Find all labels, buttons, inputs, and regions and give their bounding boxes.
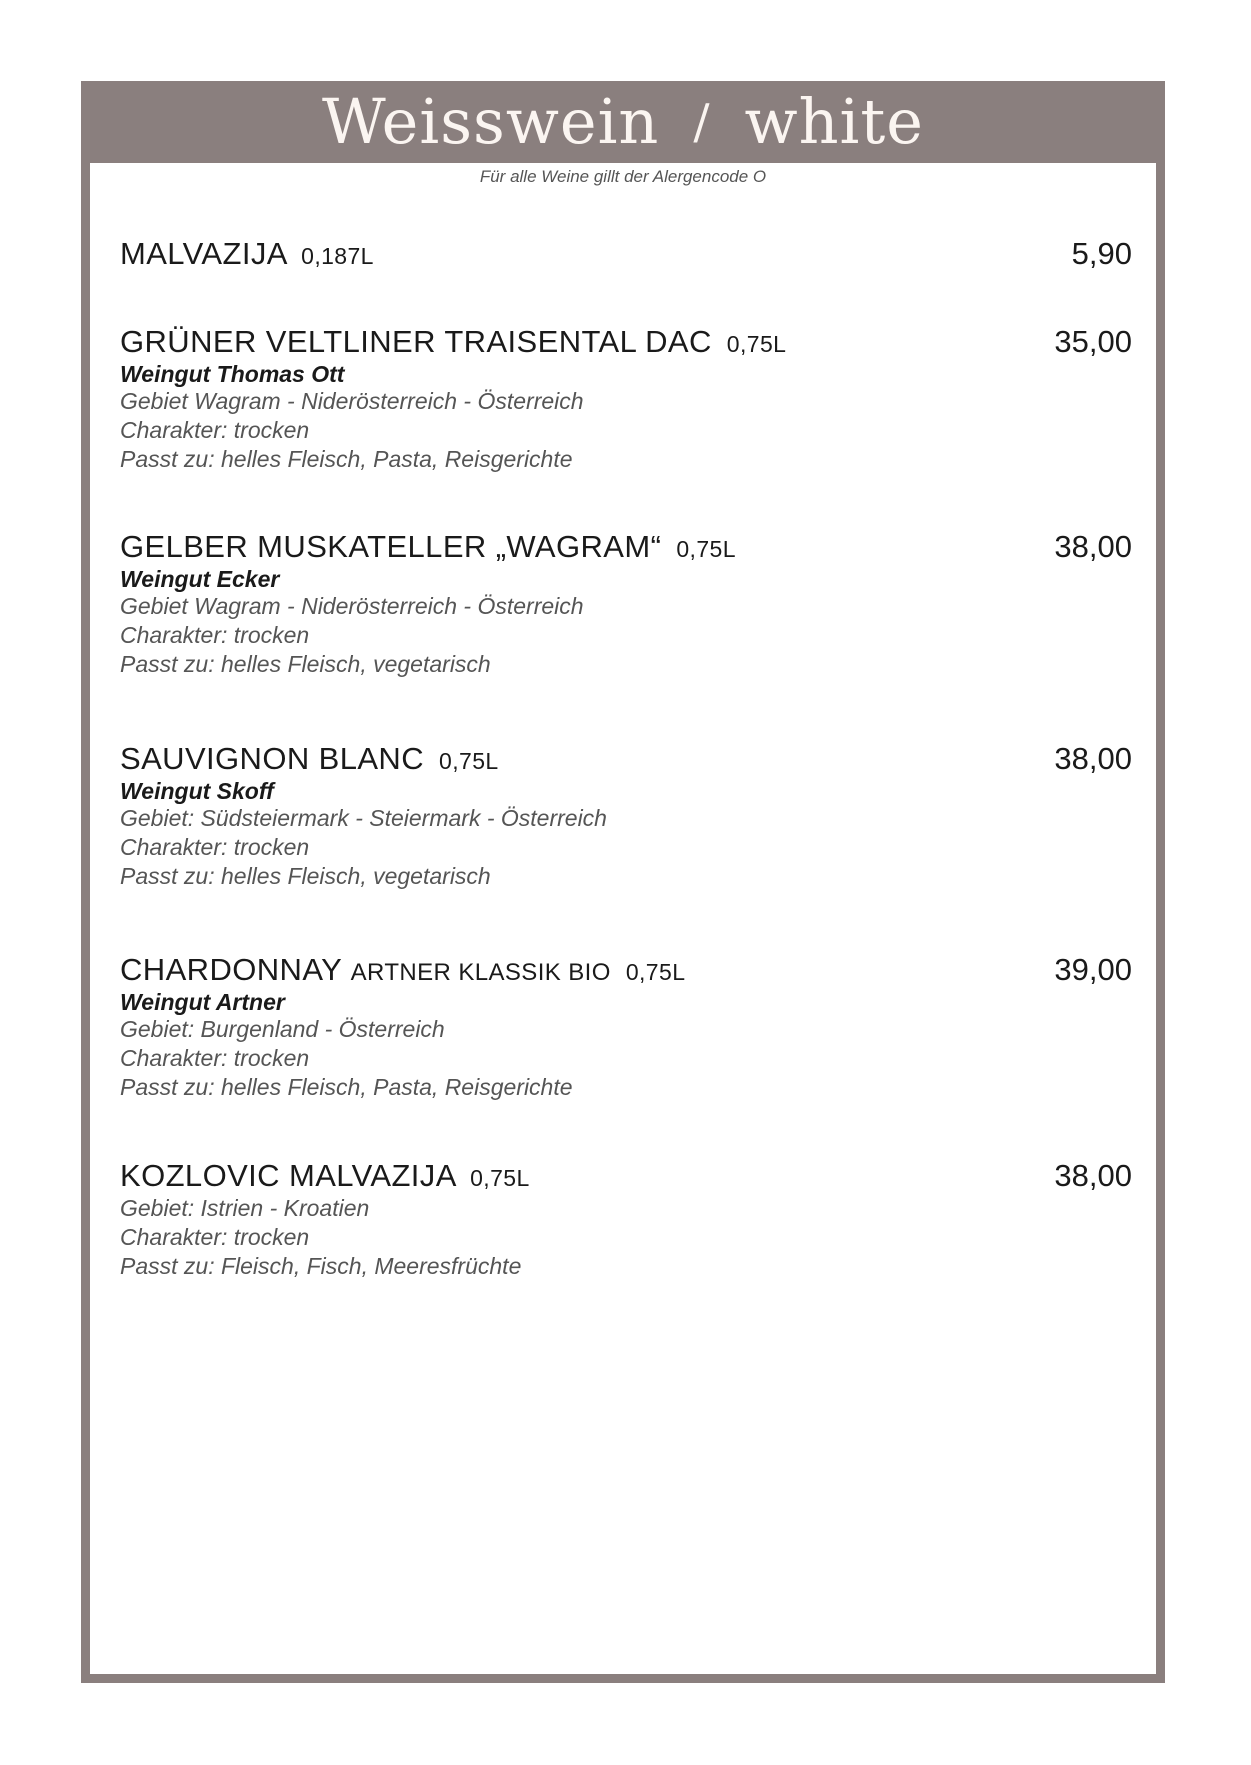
- title-right: white: [744, 85, 924, 158]
- wine-item-sauvignon-blanc: [120, 741, 1132, 891]
- wine-region: Gebiet Wagram - Niderösterreich - Österreich: [120, 388, 584, 414]
- wine-name: GELBER MUSKATELLER „WAGRAM“: [120, 529, 662, 564]
- wine-title: [120, 741, 499, 777]
- wine-item-kozlovic-malvazija: [120, 1158, 1132, 1281]
- wine-character: Charakter: trocken: [120, 1045, 310, 1071]
- wine-price: 38,00: [1054, 529, 1132, 564]
- wine-producer: Weingut Ecker: [120, 566, 280, 592]
- wine-volume: 0,75L: [726, 331, 787, 357]
- wine-character: Charakter: trocken: [120, 622, 310, 648]
- wine-name: CHARDONNAY: [120, 952, 342, 987]
- wine-character: Charakter: trocken: [120, 1224, 310, 1250]
- wine-name: SAUVIGNON BLANC: [120, 741, 425, 776]
- wine-title: [120, 1158, 530, 1194]
- wine-subname: ARTNER KLASSIK BIO: [350, 959, 611, 986]
- wine-producer: Weingut Skoff: [120, 778, 274, 804]
- wine-character: Charakter: trocken: [120, 417, 310, 443]
- wine-price: 38,00: [1054, 1158, 1132, 1193]
- allergen-note: Für alle Weine gillt der Alergencode O: [479, 167, 767, 186]
- wine-producer: Weingut Thomas Ott: [120, 361, 345, 387]
- wine-item-malvazija: [120, 236, 1132, 272]
- wine-character: Charakter: trocken: [120, 834, 310, 860]
- wine-volume: 0,75L: [470, 1165, 530, 1191]
- title-left: Weisswein: [322, 85, 660, 158]
- wine-volume: 0,75L: [625, 959, 686, 985]
- wine-price: 39,00: [1054, 952, 1132, 987]
- wine-region: Gebiet: Istrien - Kroatien: [120, 1195, 370, 1221]
- wine-price: 5,90: [1071, 236, 1132, 271]
- wine-pairing: Passt zu: helles Fleisch, vegetarisch: [120, 863, 491, 889]
- wine-volume: 0,187L: [301, 243, 374, 269]
- title-separator: /: [693, 94, 711, 150]
- wine-price: 38,00: [1054, 741, 1132, 776]
- wine-name: MALVAZIJA: [120, 236, 287, 271]
- wine-producer: Weingut Artner: [120, 989, 285, 1015]
- wine-region: Gebiet Wagram - Niderösterreich - Österreich: [120, 593, 584, 619]
- wine-price: 35,00: [1054, 324, 1132, 359]
- wine-name: KOZLOVIC MALVAZIJA: [120, 1158, 456, 1193]
- wine-title: [120, 529, 736, 565]
- wine-item-chardonnay: [120, 952, 1132, 1102]
- wine-item-gelber-muskateller: [120, 529, 1132, 679]
- wine-title: [120, 324, 786, 360]
- wine-pairing: Passt zu: helles Fleisch, vegetarisch: [120, 651, 491, 677]
- wine-name: GRÜNER VELTLINER TRAISENTAL DAC: [120, 324, 712, 359]
- wine-region: Gebiet: Südsteiermark - Steiermark - Österreich: [120, 805, 607, 831]
- wine-pairing: Passt zu: Fleisch, Fisch, Meeresfrüchte: [120, 1253, 522, 1279]
- wine-pairing: Passt zu: helles Fleisch, Pasta, Reisgerichte: [120, 446, 573, 472]
- wine-region: Gebiet: Burgenland - Österreich: [120, 1016, 445, 1042]
- wine-title: [120, 952, 685, 988]
- page-title: [81, 81, 1165, 163]
- wine-volume: 0,75L: [676, 536, 736, 562]
- wine-volume: 0,75L: [439, 748, 499, 774]
- wine-title: [120, 236, 374, 272]
- wine-pairing: Passt zu: helles Fleisch, Pasta, Reisgerichte: [120, 1074, 573, 1100]
- wine-item-gruener-veltliner: [120, 324, 1132, 474]
